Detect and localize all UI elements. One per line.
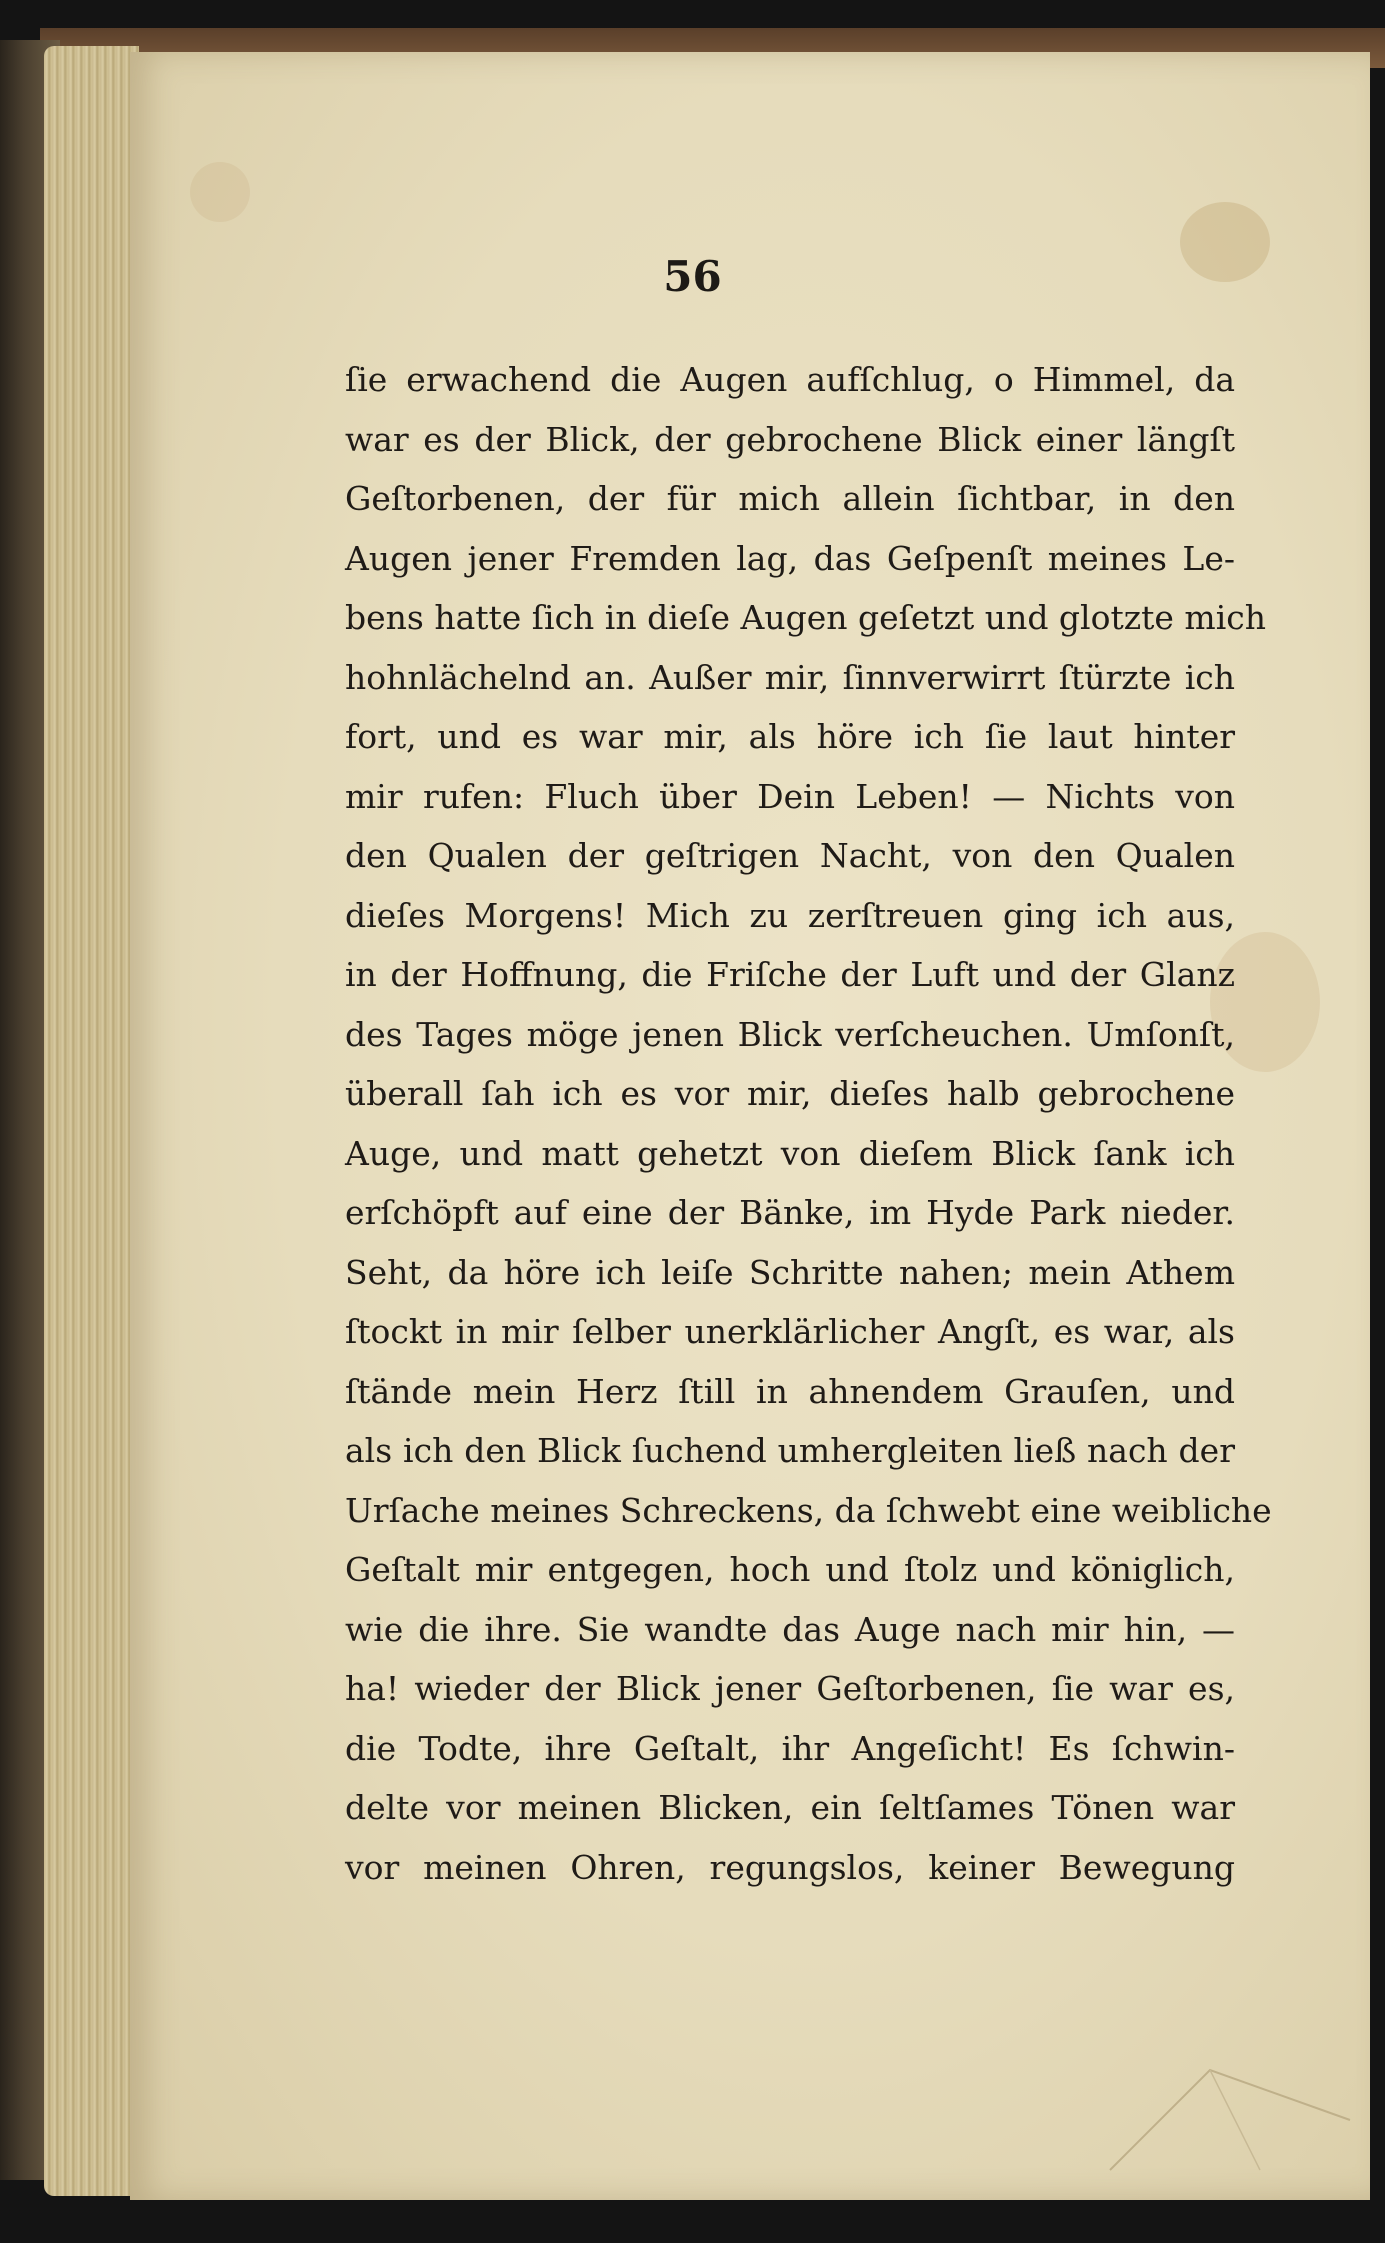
foxing-stain: [190, 162, 250, 222]
text-line: überall ſah ich es vor mir, dieſes halb gebrochene: [345, 1074, 1235, 1113]
text-line: als ich den Blick ſuchend umhergleiten ließ nach der: [345, 1431, 1235, 1470]
text-line: Seht, da höre ich leiſe Schritte nahen; mein Athem: [345, 1252, 1235, 1292]
text-line: Geſtorbenen, der für mich allein ſichtbar, in den: [345, 479, 1235, 518]
page-number: 56: [663, 252, 722, 301]
page-edges: [44, 46, 139, 2196]
text-line: dieſes Morgens! Mich zu zerſtreuen ging ich aus,: [345, 895, 1235, 935]
text-line: ſtockt in mir ſelber unerklärlicher Angſt, es war, als: [345, 1312, 1235, 1351]
body-text: [345, 350, 1272, 1897]
torn-corner-mark: [1100, 2050, 1360, 2180]
text-line: Urſache meines Schreckens, da ſchwebt eine weibliche: [345, 1490, 1272, 1530]
text-line: fort, und es war mir, als höre ich ſie laut hinter: [345, 717, 1235, 756]
text-line: den Qualen der geſtrigen Nacht, von den Qualen: [345, 836, 1235, 875]
text-line: Geſtalt mir entgegen, hoch und ſtolz und königlich,: [345, 1550, 1235, 1589]
text-line: vor meinen Ohren, regungslos, keiner Bewegung: [345, 1847, 1235, 1887]
text-line: ſtände mein Herz ſtill in ahnendem Grauſen, und: [345, 1371, 1235, 1411]
text-line: Augen jener Fremden lag, das Geſpenſt meines Le-: [345, 538, 1235, 578]
text-line: war es der Blick, der gebrochene Blick einer längſt: [345, 419, 1235, 459]
text-line: wie die ihre. Sie wandte das Auge nach mir hin, —: [345, 1609, 1235, 1649]
text-line: delte vor meinen Blicken, ein ſeltſames Tönen war: [345, 1788, 1235, 1827]
text-line: Auge, und matt gehetzt von dieſem Blick ſank ich: [345, 1133, 1235, 1173]
text-line: bens hatte ſich in dieſe Augen geſetzt und glotzte mich: [345, 598, 1266, 637]
text-line: in der Hoffnung, die Friſche der Luft und der Glanz: [345, 955, 1235, 994]
text-line: erſchöpft auf eine der Bänke, im Hyde Park nieder.: [345, 1193, 1235, 1232]
text-line: hohnlächelnd an. Außer mir, ſinnverwirrt ſtürzte ich: [345, 657, 1235, 697]
text-line: mir rufen: Fluch über Dein Leben! — Nichts von: [345, 776, 1235, 816]
text-line: ſie erwachend die Augen aufſchlug, o Himmel, da: [345, 360, 1235, 399]
text-line: des Tages möge jenen Blick verſcheuchen. Umſonſt,: [345, 1014, 1235, 1054]
text-line: ha! wieder der Blick jener Geſtorbenen, ſie war es,: [345, 1669, 1235, 1708]
text-line: die Todte, ihre Geſtalt, ihr Angeſicht! Es ſchwin-: [345, 1728, 1235, 1768]
